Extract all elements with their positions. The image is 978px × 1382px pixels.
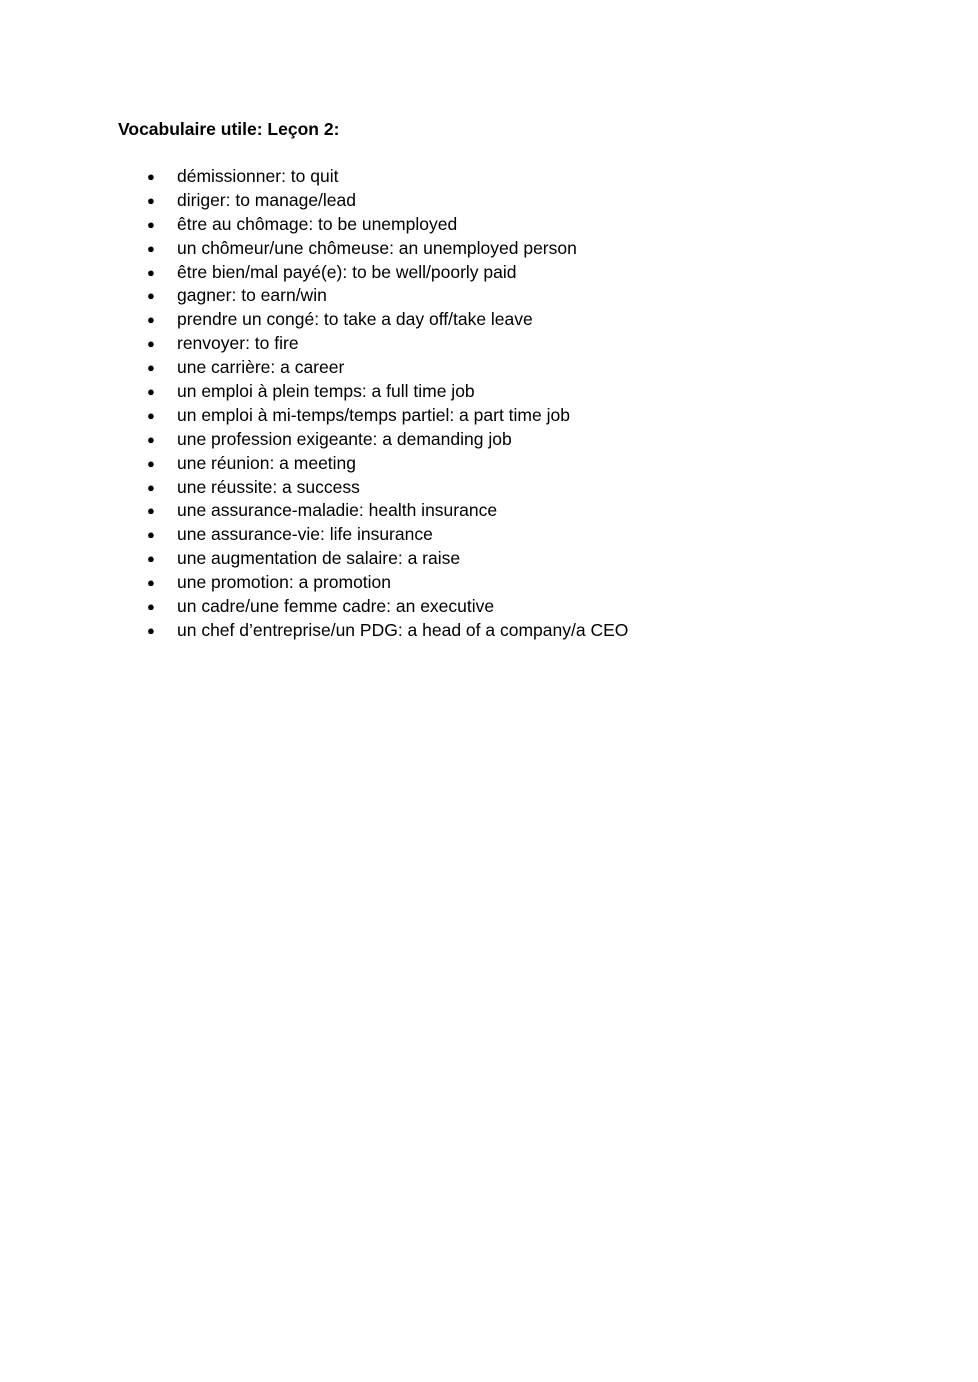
bullet-icon: ●	[147, 264, 155, 280]
vocab-entry: être au chômage: to be unemployed	[177, 213, 458, 234]
vocab-entry: une carrière: a career	[177, 357, 345, 378]
bullet-icon: ●	[147, 360, 155, 376]
bullet-icon: ●	[147, 599, 155, 615]
vocab-entry: diriger: to manage/lead	[177, 189, 356, 210]
bullet-icon: ●	[147, 384, 155, 400]
vocab-entry: un emploi à mi-temps/temps partiel: a part time job	[177, 404, 570, 425]
bullet-icon: ●	[147, 407, 155, 423]
bullet-icon: ●	[147, 169, 155, 184]
vocab-entry: démissionner: to quit	[177, 166, 339, 186]
vocab-entry: un chômeur/une chômeuse: an unemployed person	[177, 237, 577, 258]
bullet-icon: ●	[147, 479, 155, 495]
document-title: Vocabulaire utile: Leçon 2:	[118, 119, 340, 139]
vocab-entry: un chef d’entreprise/un PDG: a head of a company/a CEO	[177, 619, 629, 640]
bullet-icon: ●	[147, 288, 155, 304]
vocab-entry: gagner: to earn/win	[177, 285, 327, 306]
bullet-icon: ●	[147, 622, 155, 638]
bullet-icon: ●	[147, 455, 155, 471]
bullet-icon: ●	[147, 240, 155, 256]
vocab-entry: une assurance-maladie: health insurance	[177, 500, 498, 521]
bullet-icon: ●	[147, 216, 155, 232]
vocab-entry: un cadre/une femme cadre: an executive	[177, 596, 495, 617]
bullet-icon: ●	[147, 431, 155, 447]
bullet-icon: ●	[147, 575, 155, 591]
vocab-entry: une réunion: a meeting	[177, 452, 357, 473]
vocab-entry: prendre un congé: to take a day off/take leave	[177, 309, 533, 330]
vocab-entry: une promotion: a promotion	[177, 572, 392, 593]
vocab-entry: une assurance-vie: life insurance	[177, 524, 433, 545]
bullet-icon: ●	[147, 336, 155, 352]
vocab-entry: un emploi à plein temps: a full time job	[177, 381, 475, 402]
vocab-entry: renvoyer: to fire	[177, 333, 299, 354]
bullet-icon: ●	[147, 551, 155, 567]
bullet-icon: ●	[147, 312, 155, 328]
bullet-icon: ●	[147, 527, 155, 543]
vocab-entry: une profession exigeante: a demanding job	[177, 428, 512, 449]
vocab-entry: une réussite: a success	[177, 476, 360, 497]
bullet-icon: ●	[147, 192, 155, 208]
vocab-entry: être bien/mal payé(e): to be well/poorly paid	[177, 261, 517, 282]
vocab-entry: une augmentation de salaire: a raise	[177, 548, 461, 569]
bullet-icon: ●	[147, 503, 155, 519]
